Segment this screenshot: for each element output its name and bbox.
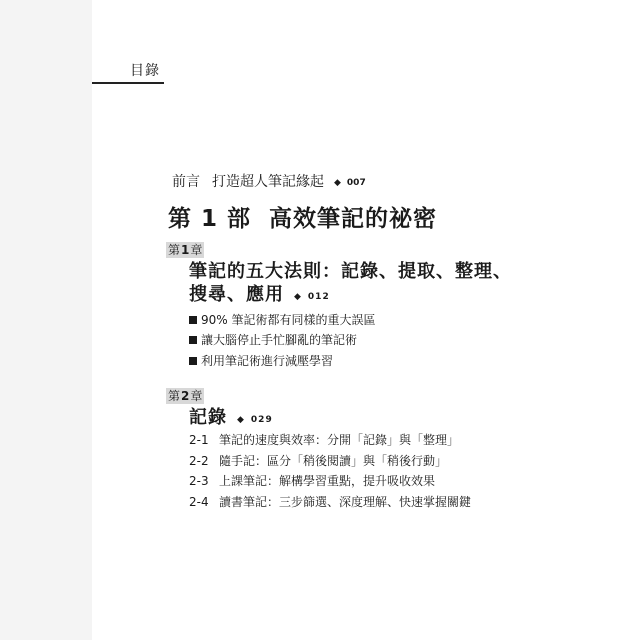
square-bullet-icon bbox=[189, 336, 197, 344]
section-number: 2-1 bbox=[189, 433, 209, 447]
section-number: 2-3 bbox=[189, 474, 209, 488]
section-item bbox=[189, 473, 435, 489]
section-number: 2-4 bbox=[189, 495, 209, 509]
section-item bbox=[189, 494, 471, 510]
diamond-icon: ◆ bbox=[294, 292, 302, 302]
part-label: 第 1 部 bbox=[168, 206, 252, 232]
preface-page-number: 007 bbox=[346, 178, 366, 188]
toc-heading: 目錄 bbox=[130, 63, 160, 79]
part-title: 高效筆記的祕密 bbox=[269, 206, 438, 232]
chapter-1-title-line2 bbox=[189, 284, 330, 308]
square-bullet-icon bbox=[189, 316, 197, 324]
preface-entry bbox=[172, 173, 366, 192]
toc-header bbox=[92, 62, 164, 84]
list-item-text: 90% 筆記術都有同樣的重大誤區 bbox=[201, 313, 376, 327]
section-item bbox=[189, 432, 459, 448]
diamond-icon: ◆ bbox=[237, 415, 245, 425]
preface-label: 前言 bbox=[172, 174, 200, 190]
chapter-2-title bbox=[189, 407, 273, 431]
chapter-2-page-number: 029 bbox=[250, 415, 273, 425]
list-item bbox=[189, 353, 333, 369]
section-title: 筆記的速度與效率：分開「記錄」與「整理」 bbox=[219, 433, 460, 447]
chapter-label-suffix: 章 bbox=[190, 243, 203, 257]
part-heading bbox=[168, 204, 437, 234]
list-item-text: 讓大腦停止手忙腳亂的筆記術 bbox=[201, 333, 358, 347]
diamond-icon: ◆ bbox=[334, 178, 341, 188]
list-item-text: 利用筆記術進行減壓學習 bbox=[201, 354, 334, 368]
list-item bbox=[189, 332, 357, 348]
section-title: 讀書筆記：三步篩選、深度理解、快速掌握關鍵 bbox=[219, 495, 472, 509]
square-bullet-icon bbox=[189, 357, 197, 365]
chapter-2-label bbox=[166, 388, 204, 404]
chapter-1-page-number: 012 bbox=[307, 292, 330, 302]
list-item bbox=[189, 312, 376, 328]
chapter-2-title-text: 記錄 bbox=[189, 407, 227, 428]
chapter-1-title-line1: 筆記的五大法則：記錄、提取、整理、 bbox=[189, 261, 512, 282]
section-number: 2-2 bbox=[189, 454, 209, 468]
chapter-1-label bbox=[166, 242, 204, 258]
chapter-number: 2 bbox=[181, 389, 190, 403]
toc-heading-rule bbox=[92, 82, 164, 84]
preface-title: 打造超人筆記緣起 bbox=[212, 174, 324, 190]
section-title: 隨手記：區分「稍後閱讀」與「稍後行動」 bbox=[219, 454, 448, 468]
chapter-label-prefix: 第 bbox=[168, 389, 181, 403]
section-title: 上課筆記：解構學習重點，提升吸收效果 bbox=[219, 474, 436, 488]
chapter-1-title-text: 搜尋、應用 bbox=[189, 284, 284, 305]
chapter-label-suffix: 章 bbox=[190, 389, 203, 403]
page-edge bbox=[0, 0, 92, 640]
section-item bbox=[189, 453, 447, 469]
chapter-number: 1 bbox=[181, 243, 190, 257]
chapter-label-prefix: 第 bbox=[168, 243, 181, 257]
